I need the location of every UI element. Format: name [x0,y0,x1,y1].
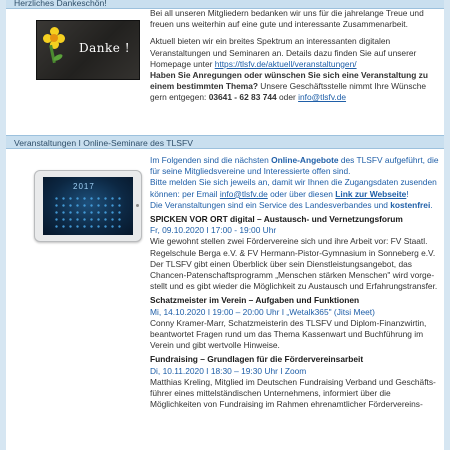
calendar-grid-graphic [53,195,123,229]
tablet-screen-year: 2017 [73,182,95,191]
event-item [150,214,440,292]
events-email-link[interactable]: info@tlsfv.de [219,188,268,199]
website-link[interactable]: Link zur Webseite [335,188,407,199]
event-title: Schatzmeister im Verein – Aufgaben und Funktionen [150,295,360,306]
thanks-text-column [150,8,440,104]
tablet-image [34,170,142,242]
phone-number: 03641 - 62 83 744 [208,92,277,103]
section-header-events: Veranstaltungen I Online-Seminare des TLSFV [6,135,444,149]
event-title: Fundraising – Grundlagen für die Fördervereinsarbeit [150,354,364,365]
suggestion-paragraph: Haben Sie Anregungen oder wünschen Sie sich eine Veranstaltung zu einem bestimmten Thema? Unsere Geschäftsstelle nimmt Ihre Wünsche gern entgegen: 03641 - 62 83 744 oder info@tlsfv.de [150,70,428,103]
event-item [150,295,440,351]
suggestion-question: Haben Sie Anregungen oder wünschen Sie sich eine Veranstaltung zu einem bestimmten Thema? [150,70,428,92]
homepage-link[interactable]: https://tlsfv.de/aktuell/veranstaltungen/ [214,58,357,69]
email-link[interactable]: info@tlsfv.de [298,92,347,103]
event-description: Matthias Kreling, Mitglied im Deutschen Fundraising Verband und Geschäfts-führer eines mittelständischen Unternehmens, informiert über die Möglichkeiten von Fundraising im Rahmen ehrenamtlicher Fördervereins- [150,376,436,410]
events-text-column [150,155,440,410]
offer-paragraph: Aktuell bieten wir ein breites Spektrum an interessanten digitalen Veranstaltungen und Seminaren an. Details dazu finden Sie auf unserer Homepage unter https://tlsfv.de/aktuell/veranstaltungen/ [150,36,417,69]
tablet-screen [43,177,133,235]
events-intro-3: Die Veranstaltungen sind ein Service des Landesverbandes und kostenfrei. [150,199,433,210]
event-date: Fr, 09.10.2020 I 17:00 - 19:00 Uhr [150,225,277,236]
event-description: Wie gewohnt stellen zwei Fördervereine sich und ihre Arbeit vor: FV Staatl. Regelschule Berga e.V. & FV Hermann-Pistor-Gymnasium in Sonneberg e.V. Der TLSFV gibt einen Überblick über sein Dienstleistungsangebot, das Chancen-Patenschaftsprogramm „Menschen stärken Menschen" wird vorge-stellt und es gibt wieder die Möglichkeit zu Austausch und Erfahrungstransfer. [150,236,438,292]
flower-icon [43,27,65,49]
events-intro-1: Im Folgenden sind die nächsten Online-Angebote des TLSFV aufgeführt, die für seine Mitgliedsvereine und Interessierte offen sind. [150,155,439,177]
danke-image-text: Danke ! [79,41,131,55]
thanks-paragraph: Bei all unseren Mitgliedern bedanken wir uns für die jahrelange Treue und freuen uns weiterhin auf eine gute und interessante Zusammenarbeit. [150,8,424,30]
newsletter-frame [6,0,444,450]
danke-chalkboard-image [36,20,140,80]
event-description: Conny Kramer-Marr, Schatzmeisterin des TLSFV und Diplom-Finanzwirtin, beantwortet Fragen rund um das Thema Kassenwart und Buchführung im Verein und gibt wertvolle Hinweise. [150,317,427,351]
events-intro-2: Bitte melden Sie sich jeweils an, damit wir Ihnen die Zugangsdaten zusenden können: per Email info@tlsfv.de oder über diesen Link zur Webseite! [150,177,437,199]
event-date: Di, 10.11.2020 I 18:30 – 19:30 Uhr I Zoom [150,365,307,376]
event-item [150,354,440,410]
event-title: SPICKEN VOR ORT digital – Austausch- und Vernetzungsforum [150,214,403,225]
tablet-camera [136,204,139,207]
section-header-thanks: Herzliches Dankeschön! [6,0,444,9]
event-date: Mi, 14.10.2020 I 19:00 – 20:00 Uhr I „Wetalk365" (Jitsi Meet) [150,306,375,317]
